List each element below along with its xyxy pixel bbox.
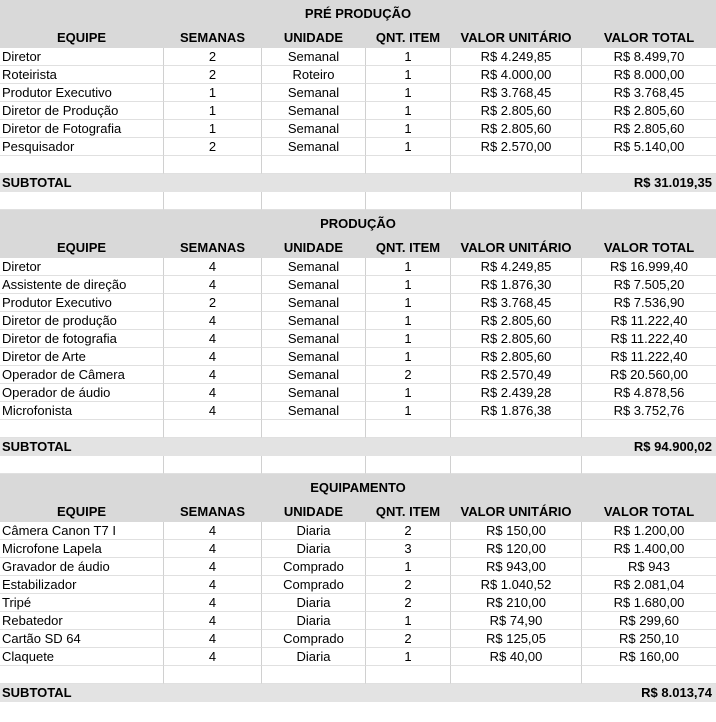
blank-row bbox=[0, 666, 716, 684]
table-cell-equipe[interactable]: Microfonista bbox=[0, 402, 164, 420]
table-cell-valor-unitario[interactable]: R$ 2.805,60 bbox=[451, 348, 582, 366]
table-cell-unidade[interactable]: Semanal bbox=[262, 330, 366, 348]
table-cell-semanas[interactable]: 1 bbox=[164, 102, 262, 120]
table-cell-valor-unitario[interactable]: R$ 2.805,60 bbox=[451, 312, 582, 330]
table-cell-semanas[interactable]: 2 bbox=[164, 138, 262, 156]
table-cell-valor-total[interactable]: R$ 299,60 bbox=[582, 612, 716, 630]
table-cell-unidade[interactable]: Comprado bbox=[262, 630, 366, 648]
table-cell-equipe[interactable]: Diretor de produção bbox=[0, 312, 164, 330]
table-cell-semanas[interactable]: 4 bbox=[164, 348, 262, 366]
table-cell-qnt-item[interactable]: 2 bbox=[366, 366, 451, 384]
section-title-row bbox=[0, 474, 716, 502]
table-cell-equipe[interactable]: Diretor bbox=[0, 258, 164, 276]
section-title-row bbox=[0, 210, 716, 238]
table-cell-valor-unitario[interactable]: R$ 2.805,60 bbox=[451, 102, 582, 120]
table-row bbox=[0, 102, 716, 120]
empty-cell[interactable] bbox=[582, 420, 716, 438]
table-cell-valor-unitario[interactable]: R$ 150,00 bbox=[451, 522, 582, 540]
empty-cell[interactable] bbox=[582, 456, 716, 474]
table-cell-valor-total[interactable]: R$ 20.560,00 bbox=[582, 366, 716, 384]
table-cell-valor-total[interactable]: R$ 7.505,20 bbox=[582, 276, 716, 294]
column-header-qnt-item[interactable]: QNT. ITEM bbox=[375, 504, 441, 519]
column-header-valor-unitario[interactable]: VALOR UNITÁRIO bbox=[460, 504, 572, 519]
table-cell-equipe[interactable]: Diretor bbox=[0, 48, 164, 66]
table-cell-valor-total[interactable]: R$ 4.878,56 bbox=[582, 384, 716, 402]
spacer-row bbox=[0, 192, 716, 210]
column-header-row bbox=[0, 502, 716, 522]
empty-cell[interactable] bbox=[164, 156, 262, 174]
table-cell-valor-total[interactable]: R$ 3.768,45 bbox=[582, 84, 716, 102]
table-cell-qnt-item[interactable]: 3 bbox=[366, 540, 451, 558]
table-cell-valor-total[interactable]: R$ 7.536,90 bbox=[582, 294, 716, 312]
empty-cell[interactable] bbox=[366, 420, 451, 438]
empty-cell[interactable] bbox=[164, 420, 262, 438]
column-header-valor-total[interactable]: VALOR TOTAL bbox=[603, 504, 695, 519]
table-cell-equipe[interactable]: Pesquisador bbox=[0, 138, 164, 156]
table-cell-semanas[interactable]: 1 bbox=[164, 120, 262, 138]
table-cell-qnt-item[interactable]: 1 bbox=[366, 384, 451, 402]
table-cell-valor-unitario[interactable]: R$ 3.768,45 bbox=[451, 294, 582, 312]
subtotal-row bbox=[0, 684, 716, 702]
section-title[interactable]: PRODUÇÃO bbox=[320, 216, 396, 231]
table-cell-equipe[interactable]: Operador de áudio bbox=[0, 384, 164, 402]
blank-row bbox=[0, 156, 716, 174]
table-cell-unidade[interactable]: Semanal bbox=[262, 312, 366, 330]
empty-cell[interactable] bbox=[0, 156, 164, 174]
table-cell-semanas[interactable]: 4 bbox=[164, 522, 262, 540]
table-cell-unidade[interactable]: Semanal bbox=[262, 384, 366, 402]
empty-cell[interactable] bbox=[0, 192, 164, 210]
section-title[interactable]: EQUIPAMENTO bbox=[310, 480, 406, 495]
empty-cell[interactable] bbox=[451, 456, 582, 474]
table-cell-valor-total[interactable]: R$ 3.752,76 bbox=[582, 402, 716, 420]
table-cell-valor-total[interactable]: R$ 2.805,60 bbox=[582, 120, 716, 138]
table-cell-equipe[interactable]: Tripé bbox=[0, 594, 164, 612]
table-cell-semanas[interactable]: 2 bbox=[164, 66, 262, 84]
empty-cell[interactable] bbox=[582, 192, 716, 210]
table-cell-qnt-item[interactable]: 1 bbox=[366, 84, 451, 102]
table-cell-valor-unitario[interactable]: R$ 943,00 bbox=[451, 558, 582, 576]
table-cell-valor-total[interactable]: R$ 1.200,00 bbox=[582, 522, 716, 540]
table-cell-valor-unitario[interactable]: R$ 3.768,45 bbox=[451, 84, 582, 102]
table-row bbox=[0, 366, 716, 384]
column-header-row bbox=[0, 238, 716, 258]
table-cell-valor-unitario[interactable]: R$ 2.805,60 bbox=[451, 120, 582, 138]
empty-cell[interactable] bbox=[582, 666, 716, 684]
table-cell-qnt-item[interactable]: 1 bbox=[366, 348, 451, 366]
table-cell-valor-total[interactable]: R$ 5.140,00 bbox=[582, 138, 716, 156]
empty-cell[interactable] bbox=[262, 192, 366, 210]
table-row bbox=[0, 66, 716, 84]
section-title[interactable]: PRÉ PRODUÇÃO bbox=[304, 6, 412, 21]
table-cell-equipe[interactable]: Claquete bbox=[0, 648, 164, 666]
empty-cell[interactable] bbox=[451, 192, 582, 210]
table-cell-qnt-item[interactable]: 1 bbox=[366, 648, 451, 666]
table-cell-semanas[interactable]: 4 bbox=[164, 312, 262, 330]
section-producao bbox=[0, 210, 716, 474]
table-cell-semanas[interactable]: 4 bbox=[164, 258, 262, 276]
table-cell-unidade[interactable]: Diaria bbox=[262, 594, 366, 612]
table-cell-valor-unitario[interactable]: R$ 40,00 bbox=[451, 648, 582, 666]
table-cell-semanas[interactable]: 4 bbox=[164, 612, 262, 630]
table-cell-semanas[interactable]: 4 bbox=[164, 402, 262, 420]
spacer-row bbox=[0, 456, 716, 474]
table-row bbox=[0, 576, 716, 594]
empty-cell[interactable] bbox=[366, 456, 451, 474]
table-cell-semanas[interactable]: 4 bbox=[164, 276, 262, 294]
table-cell-semanas[interactable]: 2 bbox=[164, 48, 262, 66]
table-cell-unidade[interactable]: Semanal bbox=[262, 294, 366, 312]
table-cell-valor-unitario[interactable]: R$ 2.570,00 bbox=[451, 138, 582, 156]
empty-cell[interactable] bbox=[262, 420, 366, 438]
table-cell-equipe[interactable]: Diretor de Arte bbox=[0, 348, 164, 366]
table-cell-unidade[interactable]: Roteiro bbox=[262, 66, 366, 84]
section-equipamento bbox=[0, 474, 716, 702]
table-cell-valor-unitario[interactable]: R$ 4.000,00 bbox=[451, 66, 582, 84]
table-cell-qnt-item[interactable]: 1 bbox=[366, 66, 451, 84]
table-cell-semanas[interactable]: 4 bbox=[164, 576, 262, 594]
empty-cell[interactable] bbox=[164, 456, 262, 474]
table-row bbox=[0, 522, 716, 540]
table-row bbox=[0, 594, 716, 612]
table-cell-qnt-item[interactable]: 1 bbox=[366, 402, 451, 420]
table-cell-valor-unitario[interactable]: R$ 125,05 bbox=[451, 630, 582, 648]
table-cell-valor-unitario[interactable]: R$ 4.249,85 bbox=[451, 48, 582, 66]
table-cell-qnt-item[interactable]: 1 bbox=[366, 312, 451, 330]
table-cell-qnt-item[interactable]: 2 bbox=[366, 576, 451, 594]
empty-cell[interactable] bbox=[262, 666, 366, 684]
table-cell-valor-total[interactable]: R$ 2.805,60 bbox=[582, 102, 716, 120]
table-row bbox=[0, 258, 716, 276]
table-row bbox=[0, 330, 716, 348]
table-cell-valor-total[interactable]: R$ 943 bbox=[582, 558, 716, 576]
table-cell-unidade[interactable]: Semanal bbox=[262, 120, 366, 138]
subtotal-value[interactable]: R$ 31.019,35 bbox=[633, 175, 712, 190]
table-cell-valor-unitario[interactable]: R$ 120,00 bbox=[451, 540, 582, 558]
table-row bbox=[0, 558, 716, 576]
table-row bbox=[0, 612, 716, 630]
table-cell-qnt-item[interactable]: 1 bbox=[366, 612, 451, 630]
empty-cell[interactable] bbox=[366, 156, 451, 174]
table-cell-unidade[interactable]: Semanal bbox=[262, 258, 366, 276]
table-cell-valor-unitario[interactable]: R$ 2.570,49 bbox=[451, 366, 582, 384]
blank-row bbox=[0, 420, 716, 438]
table-cell-equipe[interactable]: Gravador de áudio bbox=[0, 558, 164, 576]
table-row bbox=[0, 540, 716, 558]
table-cell-valor-unitario[interactable]: R$ 1.040,52 bbox=[451, 576, 582, 594]
table-cell-semanas[interactable]: 4 bbox=[164, 384, 262, 402]
subtotal-value[interactable]: R$ 8.013,74 bbox=[641, 685, 712, 700]
table-cell-semanas[interactable]: 4 bbox=[164, 648, 262, 666]
table-cell-unidade[interactable]: Semanal bbox=[262, 84, 366, 102]
table-row bbox=[0, 312, 716, 330]
column-header-valor-total[interactable]: VALOR TOTAL bbox=[603, 30, 695, 45]
table-cell-equipe[interactable]: Produtor Executivo bbox=[0, 294, 164, 312]
subtotal-row bbox=[0, 438, 716, 456]
empty-cell[interactable] bbox=[451, 420, 582, 438]
column-header-unidade[interactable]: UNIDADE bbox=[283, 504, 344, 519]
table-cell-valor-total[interactable]: R$ 11.222,40 bbox=[582, 348, 716, 366]
column-header-qnt-item[interactable]: QNT. ITEM bbox=[375, 30, 441, 45]
table-cell-semanas[interactable]: 4 bbox=[164, 630, 262, 648]
table-cell-equipe[interactable]: Rebatedor bbox=[0, 612, 164, 630]
column-header-equipe[interactable]: EQUIPE bbox=[56, 504, 107, 519]
table-cell-equipe[interactable]: Assistente de direção bbox=[0, 276, 164, 294]
empty-cell[interactable] bbox=[0, 666, 164, 684]
table-cell-unidade[interactable]: Diaria bbox=[262, 648, 366, 666]
table-cell-valor-unitario[interactable]: R$ 2.439,28 bbox=[451, 384, 582, 402]
table-cell-qnt-item[interactable]: 2 bbox=[366, 594, 451, 612]
table-cell-qnt-item[interactable]: 1 bbox=[366, 48, 451, 66]
empty-cell[interactable] bbox=[451, 156, 582, 174]
table-cell-equipe[interactable]: Cartão SD 64 bbox=[0, 630, 164, 648]
table-cell-qnt-item[interactable]: 1 bbox=[366, 138, 451, 156]
table-cell-semanas[interactable]: 1 bbox=[164, 84, 262, 102]
column-header-valor-unitario[interactable]: VALOR UNITÁRIO bbox=[460, 240, 572, 255]
table-cell-qnt-item[interactable]: 1 bbox=[366, 102, 451, 120]
empty-cell[interactable] bbox=[164, 192, 262, 210]
table-cell-unidade[interactable]: Semanal bbox=[262, 366, 366, 384]
empty-cell[interactable] bbox=[366, 666, 451, 684]
column-header-qnt-item[interactable]: QNT. ITEM bbox=[375, 240, 441, 255]
table-row bbox=[0, 348, 716, 366]
subtotal-label[interactable]: SUBTOTAL bbox=[2, 685, 72, 700]
column-header-equipe[interactable]: EQUIPE bbox=[56, 30, 107, 45]
table-row bbox=[0, 120, 716, 138]
table-cell-qnt-item[interactable]: 2 bbox=[366, 630, 451, 648]
table-cell-semanas[interactable]: 4 bbox=[164, 540, 262, 558]
table-row bbox=[0, 384, 716, 402]
table-row bbox=[0, 84, 716, 102]
column-header-valor-unitario[interactable]: VALOR UNITÁRIO bbox=[460, 30, 572, 45]
table-row bbox=[0, 138, 716, 156]
empty-cell[interactable] bbox=[262, 156, 366, 174]
table-cell-valor-total[interactable]: R$ 8.000,00 bbox=[582, 66, 716, 84]
table-cell-equipe[interactable]: Operador de Câmera bbox=[0, 366, 164, 384]
table-cell-unidade[interactable]: Semanal bbox=[262, 48, 366, 66]
empty-cell[interactable] bbox=[262, 456, 366, 474]
table-cell-valor-total[interactable]: R$ 8.499,70 bbox=[582, 48, 716, 66]
table-row bbox=[0, 648, 716, 666]
table-cell-equipe[interactable]: Produtor Executivo bbox=[0, 84, 164, 102]
table-cell-unidade[interactable]: Semanal bbox=[262, 348, 366, 366]
table-row bbox=[0, 294, 716, 312]
subtotal-value[interactable]: R$ 94.900,02 bbox=[633, 439, 712, 454]
section-title-row bbox=[0, 0, 716, 28]
table-row bbox=[0, 48, 716, 66]
column-header-row bbox=[0, 28, 716, 48]
table-cell-semanas[interactable]: 2 bbox=[164, 294, 262, 312]
table-cell-semanas[interactable]: 4 bbox=[164, 594, 262, 612]
table-cell-qnt-item[interactable]: 1 bbox=[366, 294, 451, 312]
empty-cell[interactable] bbox=[0, 420, 164, 438]
table-cell-valor-unitario[interactable]: R$ 74,90 bbox=[451, 612, 582, 630]
table-cell-qnt-item[interactable]: 1 bbox=[366, 258, 451, 276]
table-cell-equipe[interactable]: Microfone Lapela bbox=[0, 540, 164, 558]
column-header-semanas[interactable]: SEMANAS bbox=[179, 30, 245, 45]
table-cell-semanas[interactable]: 4 bbox=[164, 366, 262, 384]
table-row bbox=[0, 402, 716, 420]
empty-cell[interactable] bbox=[164, 666, 262, 684]
table-cell-qnt-item[interactable]: 1 bbox=[366, 330, 451, 348]
subtotal-row bbox=[0, 174, 716, 192]
table-cell-unidade[interactable]: Diaria bbox=[262, 612, 366, 630]
table-cell-valor-total[interactable]: R$ 11.222,40 bbox=[582, 312, 716, 330]
table-cell-equipe[interactable]: Câmera Canon T7 I bbox=[0, 522, 164, 540]
empty-cell[interactable] bbox=[582, 156, 716, 174]
table-cell-equipe[interactable]: Estabilizador bbox=[0, 576, 164, 594]
table-cell-valor-total[interactable]: R$ 1.400,00 bbox=[582, 540, 716, 558]
subtotal-label[interactable]: SUBTOTAL bbox=[2, 175, 72, 190]
empty-cell[interactable] bbox=[451, 666, 582, 684]
table-cell-unidade[interactable]: Semanal bbox=[262, 276, 366, 294]
table-row bbox=[0, 276, 716, 294]
table-cell-unidade[interactable]: Semanal bbox=[262, 138, 366, 156]
table-cell-unidade[interactable]: Semanal bbox=[262, 402, 366, 420]
column-header-equipe[interactable]: EQUIPE bbox=[56, 240, 107, 255]
table-cell-equipe[interactable]: Diretor de Fotografia bbox=[0, 120, 164, 138]
table-cell-unidade[interactable]: Comprado bbox=[262, 576, 366, 594]
table-cell-valor-unitario[interactable]: R$ 4.249,85 bbox=[451, 258, 582, 276]
table-cell-semanas[interactable]: 4 bbox=[164, 558, 262, 576]
column-header-semanas[interactable]: SEMANAS bbox=[179, 240, 245, 255]
column-header-semanas[interactable]: SEMANAS bbox=[179, 504, 245, 519]
table-cell-qnt-item[interactable]: 1 bbox=[366, 120, 451, 138]
table-cell-unidade[interactable]: Comprado bbox=[262, 558, 366, 576]
table-cell-valor-unitario[interactable]: R$ 2.805,60 bbox=[451, 330, 582, 348]
table-cell-valor-unitario[interactable]: R$ 1.876,30 bbox=[451, 276, 582, 294]
table-cell-valor-total[interactable]: R$ 11.222,40 bbox=[582, 330, 716, 348]
table-cell-equipe[interactable]: Diretor de Produção bbox=[0, 102, 164, 120]
section-pre-producao bbox=[0, 0, 716, 210]
table-cell-valor-unitario[interactable]: R$ 210,00 bbox=[451, 594, 582, 612]
table-cell-valor-total[interactable]: R$ 2.081,04 bbox=[582, 576, 716, 594]
column-header-unidade[interactable]: UNIDADE bbox=[283, 240, 344, 255]
empty-cell[interactable] bbox=[366, 192, 451, 210]
table-cell-qnt-item[interactable]: 2 bbox=[366, 522, 451, 540]
table-cell-unidade[interactable]: Diaria bbox=[262, 540, 366, 558]
table-cell-unidade[interactable]: Diaria bbox=[262, 522, 366, 540]
empty-cell[interactable] bbox=[0, 456, 164, 474]
column-header-unidade[interactable]: UNIDADE bbox=[283, 30, 344, 45]
table-cell-equipe[interactable]: Roteirista bbox=[0, 66, 164, 84]
table-cell-unidade[interactable]: Semanal bbox=[262, 102, 366, 120]
table-row bbox=[0, 630, 716, 648]
subtotal-label[interactable]: SUBTOTAL bbox=[2, 439, 72, 454]
table-cell-valor-unitario[interactable]: R$ 1.876,38 bbox=[451, 402, 582, 420]
table-cell-valor-total[interactable]: R$ 160,00 bbox=[582, 648, 716, 666]
column-header-valor-total[interactable]: VALOR TOTAL bbox=[603, 240, 695, 255]
table-cell-semanas[interactable]: 4 bbox=[164, 330, 262, 348]
table-cell-equipe[interactable]: Diretor de fotografia bbox=[0, 330, 164, 348]
table-cell-qnt-item[interactable]: 1 bbox=[366, 558, 451, 576]
table-cell-valor-total[interactable]: R$ 250,10 bbox=[582, 630, 716, 648]
table-cell-valor-total[interactable]: R$ 16.999,40 bbox=[582, 258, 716, 276]
table-cell-valor-total[interactable]: R$ 1.680,00 bbox=[582, 594, 716, 612]
table-cell-qnt-item[interactable]: 1 bbox=[366, 276, 451, 294]
